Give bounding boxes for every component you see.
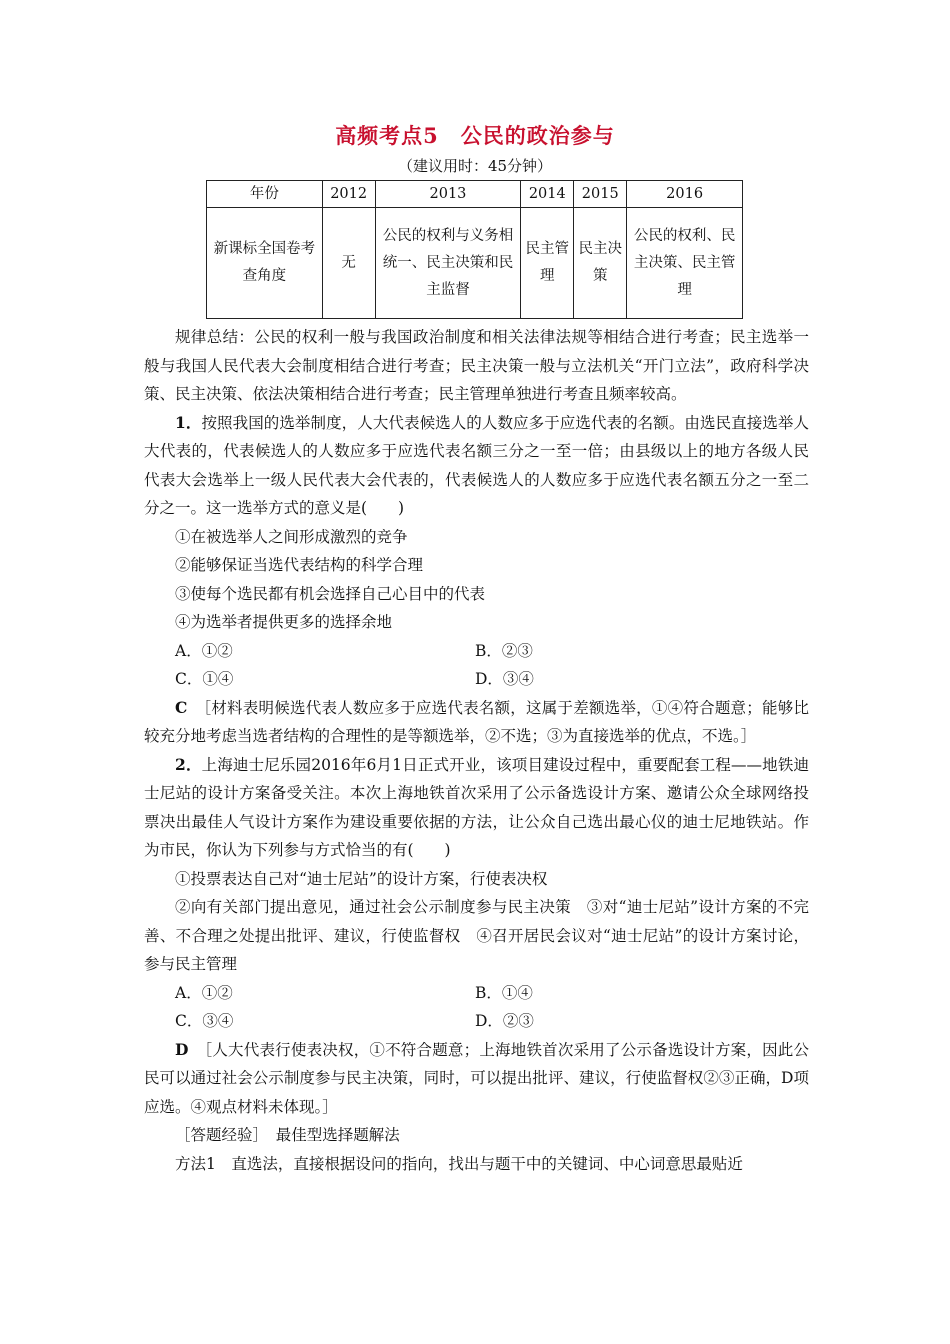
experience-heading: ［答题经验］ 最佳型选择题解法 bbox=[175, 1126, 400, 1144]
answer-text: ［材料表明候选代表人数应多于应选代表名额，这属于差额选举，①④符合题意；能够比较充分地考虑当选者结构的合理性的是等额选举，②不选；③为直接选举的优点，不选。］ bbox=[144, 698, 809, 745]
option-a: A．①② bbox=[175, 983, 233, 1002]
question-2 bbox=[144, 751, 809, 865]
option-a: A．①② bbox=[175, 641, 233, 660]
option-b: B．①④ bbox=[475, 983, 533, 1002]
statement-item: ②向有关部门提出意见，通过社会公示制度参与民主决策 ③对“迪士尼站”设计方案的不完善、不合理之处提出批评、建议，行使监督权 ④召开居民会议对“迪士尼站”的设计方案讨论，参与民主管理 bbox=[144, 898, 809, 973]
question-number: 1． bbox=[175, 412, 202, 432]
table-cell: 公民的权利、民主决策、民主管理 bbox=[627, 208, 743, 319]
exam-table bbox=[206, 180, 743, 319]
table-header-cell: 2013 bbox=[375, 181, 521, 208]
summary-paragraph: 规律总结：公民的权利一般与我国政治制度和相关法律法规等相结合进行考查；民主选举一般与我国人民代表大会制度相结合进行考查；民主决策一般与立法机关“开门立法”，政府科学决策、民主决策、依法决策相结合进行考查；民主管理单独进行考查且频率较高。 bbox=[144, 328, 809, 403]
table-cell: 新课标全国卷考查角度 bbox=[207, 208, 323, 319]
table-header-cell: 2015 bbox=[574, 181, 627, 208]
options-row bbox=[144, 979, 809, 1008]
method-1: 方法1 直选法，直接根据设问的指向，找出与题干中的关键词、中心词意思最贴近 bbox=[175, 1154, 743, 1173]
table-header-cell: 2016 bbox=[627, 181, 743, 208]
statement-item: ①在被选举人之间形成激烈的竞争 bbox=[175, 527, 408, 546]
option-d: D．②③ bbox=[475, 1012, 534, 1030]
option-c: C．①④ bbox=[175, 670, 234, 688]
statement-item: ③使每个选民都有机会选择自己心目中的代表 bbox=[175, 584, 486, 603]
question-1 bbox=[144, 409, 809, 523]
answer-explanation bbox=[144, 1036, 809, 1122]
table-cell: 无 bbox=[322, 208, 375, 319]
table-cell: 公民的权利与义务相统一、民主决策和民主监督 bbox=[375, 208, 521, 319]
options-row bbox=[144, 1007, 809, 1036]
table-header-cell: 2014 bbox=[521, 181, 574, 208]
option-c: C．③④ bbox=[175, 1012, 234, 1030]
option-d: D．③④ bbox=[475, 670, 534, 688]
answer-explanation bbox=[144, 694, 809, 751]
question-number: 2． bbox=[175, 754, 202, 774]
table-header-cell: 年份 bbox=[207, 181, 323, 208]
answer-letter: D bbox=[175, 1039, 189, 1059]
option-b: B．②③ bbox=[475, 641, 533, 660]
table-cell: 民主决策 bbox=[574, 208, 627, 319]
options-row bbox=[144, 637, 809, 666]
statement-item: ①投票表达自己对“迪士尼站”的设计方案，行使表决权 bbox=[175, 869, 548, 888]
answer-letter: C bbox=[175, 697, 188, 717]
statement-item: ②能够保证当选代表结构的科学合理 bbox=[175, 556, 424, 574]
question-stem: 按照我国的选举制度，人大代表候选人的人数应多于应选代表的名额。由选民直接选举人大代表的，代表候选人的人数应多于应选代表名额三分之一至一倍；由县级以上的地方各级人民代表大会选举上一级人民代表大会代表的，代表候选人的人数应多于应选代表名额五分之一至二分之一。这一选举方式的意义是( ) bbox=[144, 413, 809, 517]
page-title: 高频考点5 公民的政治参与 bbox=[335, 123, 615, 148]
body-text bbox=[144, 323, 809, 1178]
options-row bbox=[144, 665, 809, 694]
table-row bbox=[207, 208, 743, 319]
page-subtitle: （建议用时：45分钟） bbox=[397, 157, 553, 175]
answer-text: ［人大代表行使表决权，①不符合题意；上海地铁首次采用了公示备选设计方案，因此公民可以通过社会公示制度参与民主决策，同时，可以提出批评、建议，行使监督权②③正确，D项应选。④观点材料未体现。］ bbox=[144, 1040, 809, 1116]
statement-item: ④为选举者提供更多的选择余地 bbox=[175, 613, 393, 631]
table-header-row bbox=[207, 181, 743, 208]
table-header-cell: 2012 bbox=[322, 181, 375, 208]
table-cell: 民主管理 bbox=[521, 208, 574, 319]
question-stem: 上海迪士尼乐园2016年6月1日正式开业，该项目建设过程中，重要配套工程——地铁迪士尼站的设计方案备受关注。本次上海地铁首次采用了公示备选设计方案、邀请公众全球网络投票决出最佳人气设计方案作为建设重要依据的方法，让公众自己选出最心仪的迪士尼地铁站。作为市民，你认为下列参与方式恰当的有( ) bbox=[144, 755, 809, 859]
